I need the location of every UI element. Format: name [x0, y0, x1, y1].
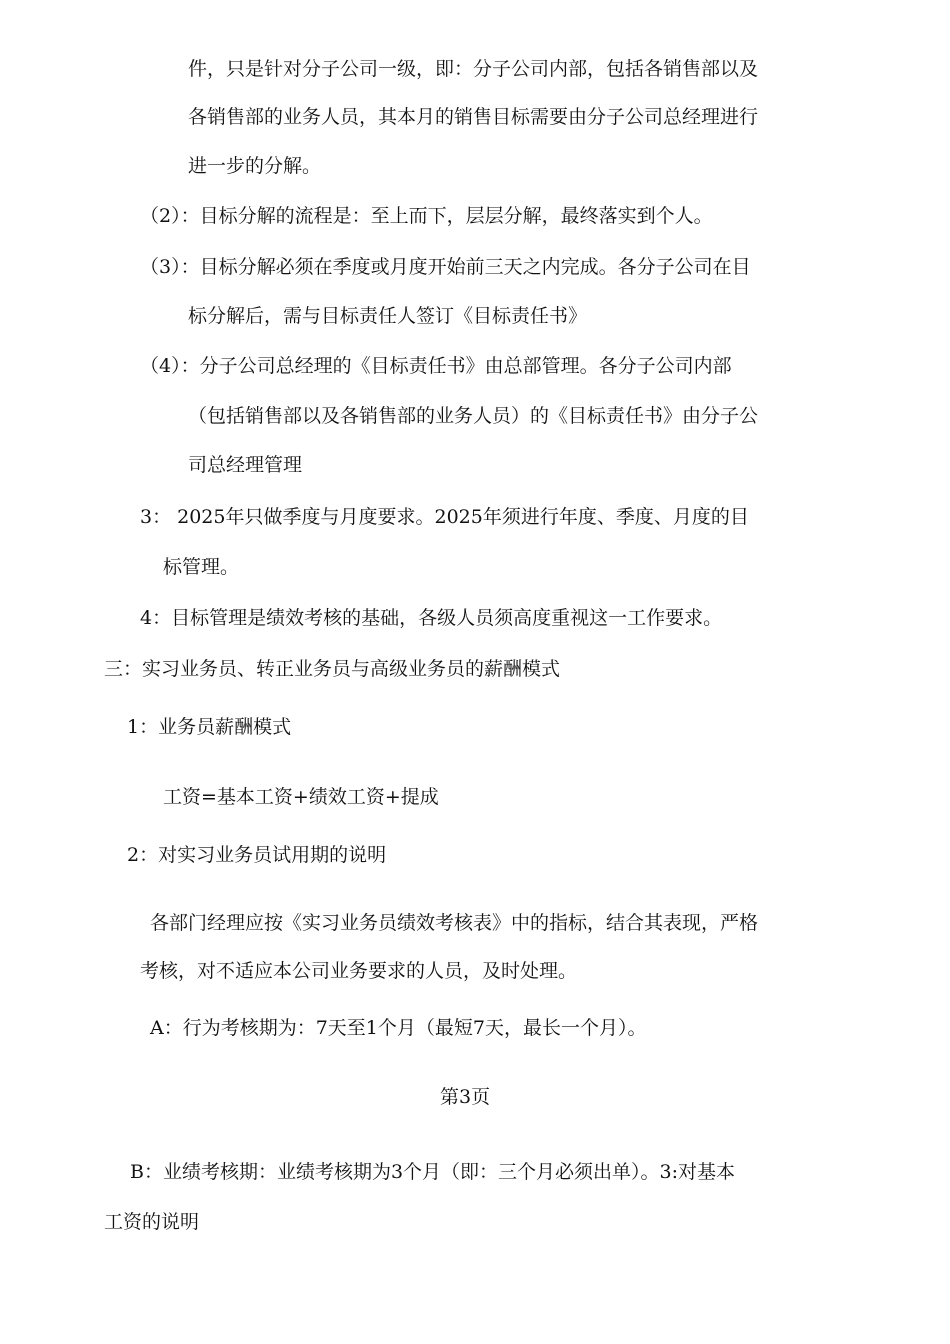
numbered-item-4: 4：目标管理是绩效考核的基础，各级人员须高度重视这一工作要求。 — [140, 607, 723, 629]
list-item-3: （3）：目标分解必须在季度或月度开始前三天之内完成。各分子公司在目 — [140, 256, 751, 278]
text-line: 进一步的分解。 — [188, 155, 322, 177]
list-item-b: B：业绩考核期：业绩考核期为3个月（即：三个月必须出单）。3:对基本 — [130, 1161, 736, 1183]
text-line: 考核，对不适应本公司业务要求的人员，及时处理。 — [140, 960, 578, 982]
section-heading: 三：实习业务员、转正业务员与高级业务员的薪酬模式 — [104, 658, 561, 680]
list-item-2: （2）：目标分解的流程是：至上而下，层层分解，最终落实到个人。 — [140, 205, 713, 227]
formula-line: 工资=基本工资+绩效工资+提成 — [163, 786, 439, 808]
subsection-heading: 2：对实习业务员试用期的说明 — [127, 844, 387, 866]
list-item-a: A：行为考核期为：7天至1个月（最短7天，最长一个月）。 — [150, 1017, 647, 1039]
page-number: 第3页 — [440, 1086, 491, 1108]
text-line: 各部门经理应按《实习业务员绩效考核表》中的指标，结合其表现，严格 — [150, 912, 759, 934]
text-line: （包括销售部以及各销售部的业务人员）的《目标责任书》由分子公 — [188, 405, 759, 427]
subsection-heading: 1：业务员薪酬模式 — [127, 716, 292, 738]
text-line: 件，只是针对分子公司一级，即：分子公司内部，包括各销售部以及 — [188, 58, 759, 80]
text-line: 标管理。 — [163, 556, 240, 578]
numbered-item-3: 3： 2025年只做季度与月度要求。2025年须进行年度、季度、月度的目 — [140, 506, 749, 528]
text-line: 工资的说明 — [104, 1211, 200, 1233]
text-line: 标分解后，需与目标责任人签订《目标责任书》 — [188, 305, 588, 327]
list-item-4: （4）：分子公司总经理的《目标责任书》由总部管理。各分子公司内部 — [140, 355, 732, 377]
text-line: 各销售部的业务人员，其本月的销售目标需要由分子公司总经理进行 — [188, 106, 759, 128]
text-line: 司总经理管理 — [188, 454, 303, 476]
